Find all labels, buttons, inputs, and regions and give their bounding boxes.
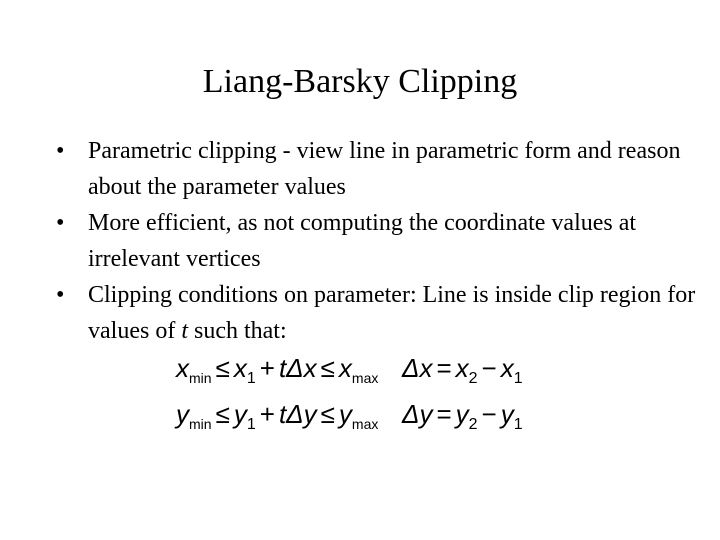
bullet-item [56,205,696,277]
bullet-text [88,282,695,344]
subscript-1: 1 [246,370,256,387]
param-t: t [278,353,287,383]
subscript-min: min [189,370,212,386]
subscript-min: min [189,416,212,432]
bullet-text: Parametric clipping - view line in parametric form and reason about the parameter values [88,138,681,200]
var-y: y [176,399,189,429]
plus-symbol: + [259,399,275,429]
subscript-1: 1 [246,416,256,433]
plus-symbol: + [259,353,275,383]
equals-symbol: = [436,353,452,383]
var-y: y [338,399,352,429]
var-x: x [455,353,469,383]
delta-x: Δx [286,353,317,383]
bullet-dot-icon: • [56,138,65,164]
var-y: y [233,399,247,429]
var-x: x [500,353,514,383]
param-t: t [278,399,287,429]
minus-symbol: − [481,399,497,429]
bullet-item [56,277,696,349]
subscript-max: max [351,416,379,432]
bullet-dot-icon: • [56,210,65,236]
subscript-2: 2 [468,370,478,387]
bullet-dot-icon: • [56,282,65,308]
delta-x: Δx [402,353,433,383]
subscript-1: 1 [513,370,523,387]
leq-symbol: ≤ [320,399,335,429]
bullet-item [56,133,696,205]
leq-symbol: ≤ [320,353,335,383]
equation-row-y [176,394,536,434]
y-inequality [176,394,378,445]
slide-title: Liang-Barsky Clipping [202,63,518,100]
delta-x-definition [402,348,523,399]
var-x: x [338,353,352,383]
var-y: y [500,399,514,429]
bullet-list [56,133,696,349]
equals-symbol: = [436,399,452,429]
bullet-text: More efficient, as not computing the coordinate values at irrelevant vertices [88,210,637,272]
leq-symbol: ≤ [215,353,230,383]
subscript-2: 2 [468,416,478,433]
minus-symbol: − [481,353,497,383]
var-y: y [455,399,469,429]
formula-block [176,348,536,438]
subscript-max: max [351,370,379,386]
bullet-text-part: Clipping conditions on parameter: Line is inside clip region for values of [88,282,696,344]
x-inequality [176,348,378,399]
parameter-t: t [181,318,188,344]
var-x: x [176,353,189,383]
delta-y: Δy [402,399,433,429]
leq-symbol: ≤ [215,399,230,429]
subscript-1: 1 [513,416,523,433]
delta-y: Δy [286,399,317,429]
bullet-text-part: such that: [187,318,287,344]
equation-row-x [176,348,536,388]
var-x: x [233,353,247,383]
delta-y-definition [402,394,523,445]
